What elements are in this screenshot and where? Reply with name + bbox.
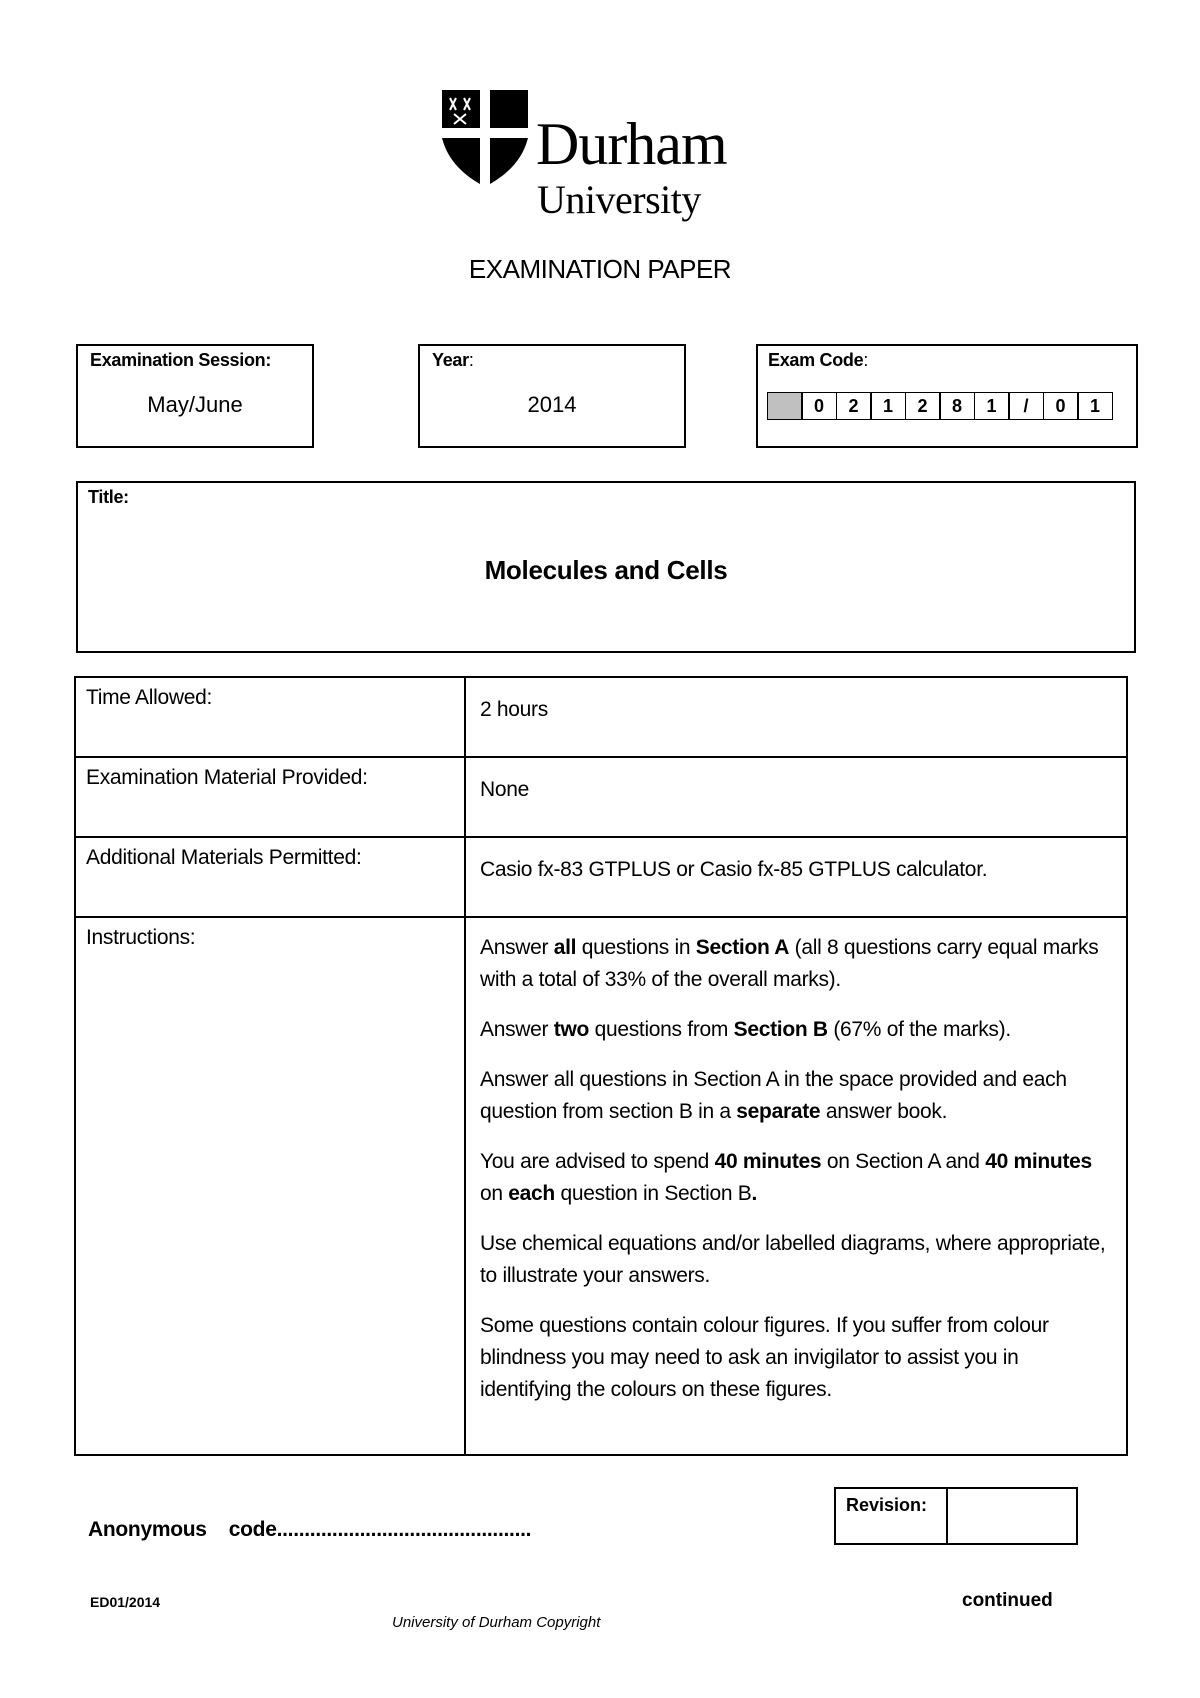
instruction-3: Answer all questions in Section A in the space provided and each question from section B in a separate answer book.	[480, 1068, 1067, 1123]
logo-wordmark-university: University	[537, 177, 701, 222]
table-row	[75, 917, 1127, 1455]
anonymous-code-line: Anonymous code..............................................	[88, 1518, 532, 1541]
exam-code-cell	[767, 392, 803, 420]
exam-code-cell: 2	[905, 392, 941, 420]
revision-label: Revision:	[836, 1489, 948, 1543]
time-allowed-value: 2 hours	[465, 677, 1127, 757]
time-allowed-label: Time Allowed:	[75, 677, 465, 757]
title-box	[76, 481, 1136, 653]
page-heading: EXAMINATION PAPER	[468, 254, 732, 284]
session-label: Examination Session:	[90, 350, 272, 370]
exam-code-cell: 8	[939, 392, 975, 420]
instruction-6: Some questions contain colour figures. If you suffer from colour blindness you may need to ask an invigilator to assist you in identifying the colours on these figures.	[480, 1314, 1049, 1401]
continued-label: continued	[962, 1590, 1053, 1611]
university-logo	[440, 86, 770, 236]
logo-wordmark-durham: Durham	[536, 111, 727, 177]
exam-code-label: Exam Code:	[768, 350, 869, 370]
durham-shield-icon	[440, 88, 532, 188]
exam-code-cell: /	[1008, 392, 1044, 420]
session-box	[76, 344, 314, 448]
additional-materials-label: Additional Materials Permitted:	[75, 837, 465, 917]
exam-code-box	[756, 344, 1138, 448]
form-code: ED01/2014	[90, 1594, 161, 1610]
instruction-2: Answer two questions from Section B (67% of the marks).	[480, 1018, 1011, 1041]
exam-code-cell: 2	[836, 392, 872, 420]
exam-code-cell: 1	[1077, 392, 1113, 420]
table-row	[75, 677, 1127, 757]
additional-materials-value: Casio fx-83 GTPLUS or Casio fx-85 GTPLUS calculator.	[465, 837, 1127, 917]
instructions-label: Instructions:	[75, 917, 465, 1455]
exam-code-cell: 1	[870, 392, 906, 420]
revision-box	[834, 1487, 1078, 1545]
exam-details-table	[74, 676, 1128, 1456]
material-provided-value: None	[465, 757, 1127, 837]
year-box	[418, 344, 686, 448]
year-value: 2014	[527, 392, 577, 417]
exam-code-cell: 1	[974, 392, 1010, 420]
exam-code-cell: 0	[801, 392, 837, 420]
instructions-text	[465, 917, 1127, 1455]
copyright-notice: University of Durham Copyright	[392, 1614, 601, 1631]
session-value: May/June	[147, 392, 243, 417]
exam-title: Molecules and Cells	[484, 555, 728, 585]
exam-code-cells	[768, 392, 1113, 420]
table-row	[75, 837, 1127, 917]
instruction-1: Answer all questions in Section A (all 8 questions carry equal marks with a total of 33% of the overall marks).	[480, 936, 1099, 991]
title-label: Title:	[88, 487, 129, 507]
table-row	[75, 757, 1127, 837]
year-label: Year:	[432, 350, 474, 370]
revision-value	[948, 1489, 1076, 1543]
exam-code-cell: 0	[1043, 392, 1079, 420]
material-provided-label: Examination Material Provided:	[75, 757, 465, 837]
instruction-4: You are advised to spend 40 minutes on Section A and 40 minutes on each question in Section B.	[480, 1150, 1092, 1205]
instruction-5: Use chemical equations and/or labelled diagrams, where appropriate, to illustrate your answers.	[480, 1232, 1106, 1287]
